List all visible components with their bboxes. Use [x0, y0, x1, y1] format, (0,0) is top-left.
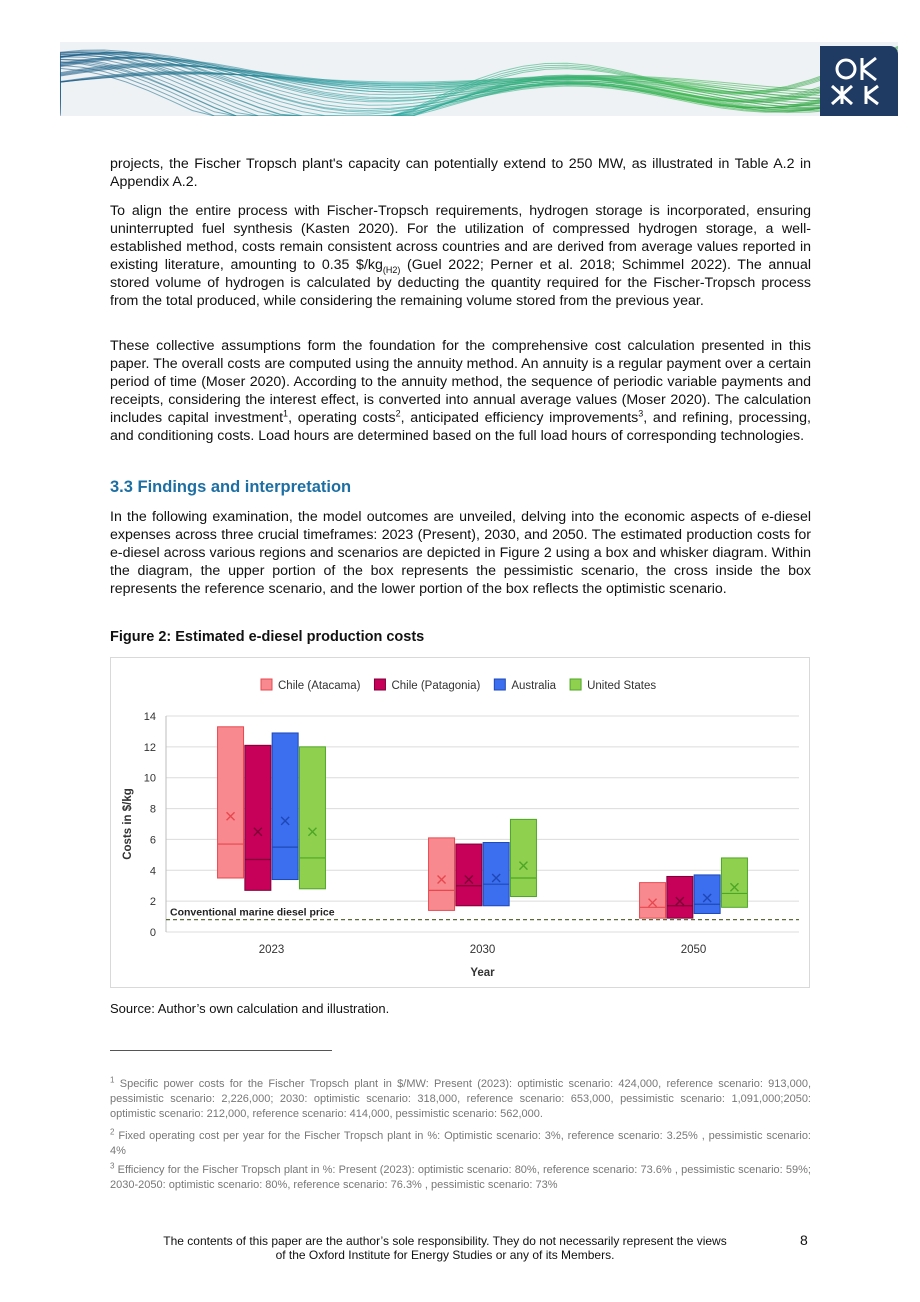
legend-swatch	[570, 679, 581, 690]
box	[640, 883, 666, 918]
footnote-1: $^1$ Specific power costs for the Fischer Tropsch plant in $/MW: Present (2023): optimistic scenario: 424,000, reference scenario: 913,000, pessimistic scenario: 2,226,000; 2030: optimistic scenario: 318,000, reference scenario: 653,000, pessimistic scenario: 1,091,000;2050: optimistic scenario: 212,000, reference scenario: 414,000, pessimistic scenario: 562,000.	[110, 1075, 811, 1120]
y-tick-label: 14	[143, 711, 156, 723]
footnote-divider	[110, 1050, 332, 1051]
box	[483, 843, 509, 906]
y-tick-label: 8	[149, 803, 156, 816]
legend-label: Australia	[511, 680, 557, 692]
y-tick-label: 4	[149, 865, 156, 878]
legend-swatch	[374, 679, 385, 690]
oies-logo-icon	[820, 46, 898, 116]
paragraph-3: These collective assumptions form the foundation for the comprehensive cost calculation presented in this paper. The overall costs are computed using the annuity method. An annuity is a regular payment over a certain period of time (Moser 2020). According to the annuity method, the sequence of periodic variable payments and receipts, considering the interest effect, is converted into annual average values (Moser 2020). The calculation includes capital investment$^1$, operating costs$^2$, anticipated efficiency improvements$^3$, and refining, processing, and conditioning costs. Load hours are determined based on the full load hours of corresponding technologies.	[110, 338, 811, 444]
figure-source: Source: Author’s own calculation and illustration.	[110, 1001, 390, 1016]
legend-swatch	[261, 679, 272, 690]
box	[667, 876, 693, 918]
box	[694, 875, 720, 914]
box	[299, 747, 325, 889]
x-axis-label: Year	[470, 967, 495, 979]
x-tick-label: 2050	[680, 944, 707, 956]
paragraph-4: In the following examination, the model outcomes are unveiled, delving into the economic aspects of e-diesel expenses across three crucial timeframes: 2023 (Present), 2030, and 2050. The estimated production costs for e-diesel across various regions and scenarios are depicted in Figure 2 using a box and whisker diagram. Within the diagram, the upper portion of the box represents the pessimistic scenario, the cross inside the box represents the reference scenario, and the lower portion of the box reflects the optimistic scenario.	[110, 509, 811, 597]
box	[429, 838, 455, 911]
legend-swatch	[494, 679, 505, 690]
footer-disclaimer: The contents of this paper are the author’s sole responsibility. They do not necessarily represent the views of the Oxford Institute for Energy Studies or any of its Members.	[163, 1234, 727, 1262]
figure-caption: Figure 2: Estimated e-diesel production costs	[110, 629, 425, 645]
y-tick-label: 0	[149, 927, 156, 939]
footnote-3: $^3$ Efficiency for the Fischer Tropsch plant in %: Present (2023): optimistic scenario: 80%, reference scenario: 73.6% , pessimistic scenario: 59%; 2030-2050: optimistic scenario: 80%, reference scenario: 76.3% , pessimistic scenario: 73%	[110, 1161, 811, 1191]
box	[456, 844, 482, 906]
box	[245, 745, 271, 890]
x-tick-label: 2023	[258, 944, 285, 956]
reference-line-label: Conventional marine diesel price	[170, 906, 335, 919]
y-tick-label: 6	[149, 834, 156, 847]
chart-frame	[110, 657, 810, 988]
y-tick-label: 10	[143, 772, 156, 785]
y-tick-label: 2	[149, 896, 156, 909]
legend-label: Chile (Patagonia)	[391, 680, 481, 692]
y-axis-label: Costs in $/kg	[122, 788, 134, 860]
legend-label: United States	[587, 680, 657, 692]
page-number: 8	[800, 1232, 808, 1248]
box	[218, 727, 244, 878]
paragraph-1: projects, the Fischer Tropsch plant's capacity can potentially extend to 250 MW, as illustrated in Table A.2 in Appendix A.2.	[110, 156, 811, 190]
box-chart	[111, 658, 809, 987]
x-tick-label: 2030	[469, 944, 496, 956]
footnote-2: $^2$ Fixed operating cost per year for the Fischer Tropsch plant in %: Optimistic scenario: 3%, reference scenario: 3.25% , pessimistic scenario: 4%	[110, 1127, 811, 1157]
paragraph-2: To align the entire process with Fischer-Tropsch requirements, hydrogen storage is incorporated, ensuring uninterrupted fuel synthesis (Kasten 2020). For the utilization of compressed hydrogen storage, a well-established method, costs remain consistent across countries and are derived from average values reported in existing literature, amounting to 0.35 $\$/kg_{(H2)}$ (Guel 2022; Perner et al. 2018; Schimmel 2022). The annual stored volume of hydrogen is calculated by deducting the quantity required for the Fischer-Tropsch process from the total produced, while considering the remaining volume stored from the previous year.	[110, 203, 811, 309]
box	[721, 858, 747, 907]
legend-label: Chile (Atacama)	[278, 680, 361, 692]
section-heading: 3.3 Findings and interpretation	[110, 478, 352, 496]
y-tick-label: 12	[143, 741, 156, 754]
decorative-wave-icon	[60, 42, 898, 116]
box	[272, 733, 298, 880]
box	[510, 819, 536, 896]
